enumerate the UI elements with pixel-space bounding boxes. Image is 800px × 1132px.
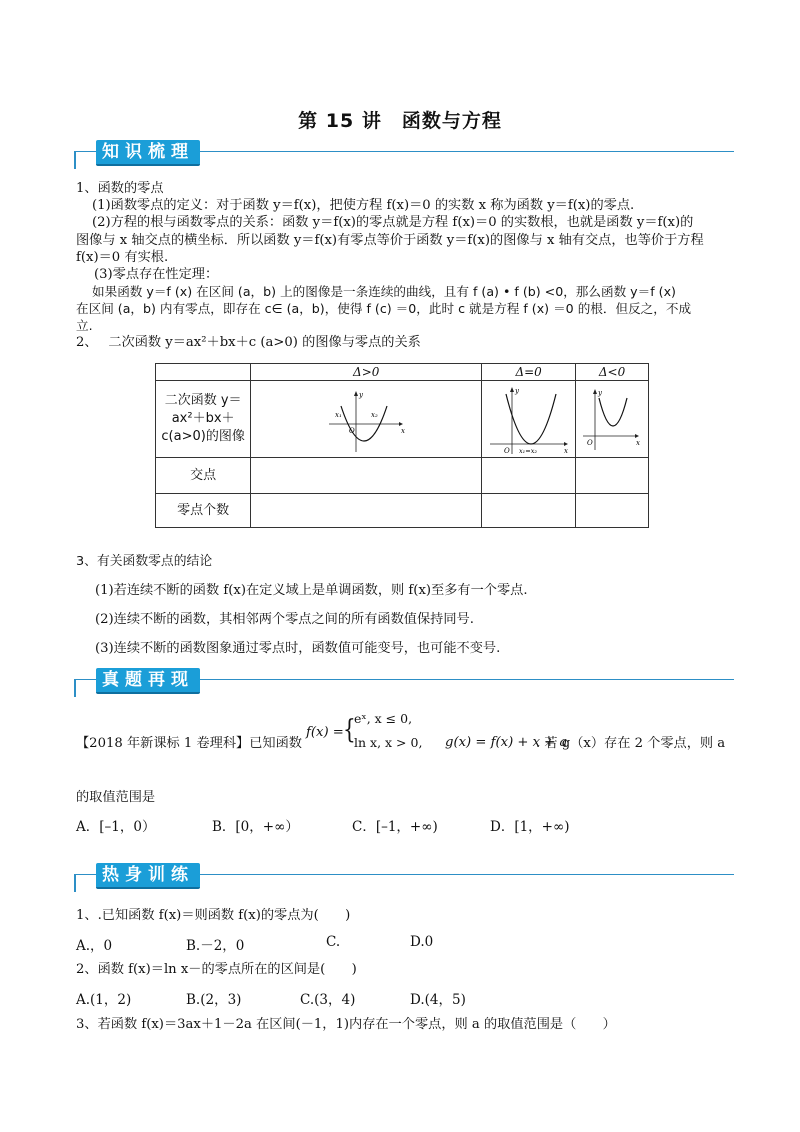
table-header-empty (156, 364, 251, 381)
section-title: 真题再现 (96, 668, 200, 694)
exam-option-b: B．[0，+∞） (212, 819, 299, 835)
conclusion-3: (3)连续不断的函数图象通过零点时，函数值可能变号，也可能不变号. (95, 641, 501, 656)
para-theorem-3: 立. (76, 318, 93, 333)
table-row-label-zero-count: 零点个数 (156, 494, 251, 528)
para-theorem-2: 在区间 (a，b) 内有零点，即存在 c∈ (a，b)，使得 f (c) ＝0，此时 c 就是方程 f (x) ＝0 的根．但反之，不成 (76, 301, 692, 316)
heading-quadratic: 2、 二次函数 y＝ax²＋bx＋c (a>0) 的图像与零点的关系 (76, 335, 421, 350)
graph-delta-zero-cell (482, 381, 576, 458)
warmup-q1-option-b: B.－2，0 (186, 938, 245, 954)
exam-case-2: ln x, x > 0, (354, 735, 423, 750)
section-banner-exam (74, 667, 734, 697)
svg-text:O: O (349, 427, 355, 435)
warmup-q1-option-c: C. (326, 934, 341, 950)
parabola-two-roots-graph (321, 384, 411, 454)
svg-text:y: y (359, 391, 364, 399)
exam-option-d: D．[1，+∞) (490, 819, 570, 835)
section-title: 热身训练 (96, 863, 200, 889)
warmup-q1: 1、.已知函数 f(x)＝则函数 f(x)的零点为( ) (76, 908, 351, 923)
para-theorem-title: (3)零点存在性定理： (94, 267, 219, 282)
heading-conclusions: 3、有关函数零点的结论 (76, 554, 213, 569)
svg-text:x: x (563, 447, 568, 455)
warmup-q2-option-b: B.(2，3) (186, 992, 242, 1008)
svg-text:O: O (587, 439, 593, 447)
table-header-delta-negative: Δ<0 (576, 364, 649, 381)
para-relation-1: (2)方程的根与函数零点的关系：函数 y＝f(x)的零点就是方程 f(x)＝0 的实数根，也就是函数 y＝f(x)的 (92, 215, 694, 230)
section-title: 知识梳理 (96, 140, 200, 166)
warmup-q2-option-c: C.(3，4) (300, 992, 356, 1008)
table-header-delta-positive: Δ>0 (251, 364, 482, 381)
graph-delta-positive-cell (251, 381, 482, 458)
warmup-q2-option-d: D.(4，5) (410, 992, 466, 1008)
exam-option-a: A．[–1，0） (76, 819, 156, 835)
svg-text:x: x (401, 427, 406, 435)
warmup-q2: 2、函数 f(x)＝ln x－的零点所在的区间是( ) (76, 962, 357, 977)
brace: { (343, 713, 356, 745)
exam-fx: f(x) = (306, 725, 344, 740)
heading-zero-point: 1、函数的零点 (76, 181, 164, 196)
warmup-q2-option-a: A.(1，2) (76, 992, 132, 1008)
exam-prefix: 【2018 年新课标 1 卷理科】已知函数 (76, 736, 302, 751)
exam-suffix: . 若 g（x）存在 2 个零点，则 a (536, 736, 726, 751)
para-relation-3: f(x)＝0 有实根. (76, 250, 169, 265)
table-row-label-intersection: 交点 (156, 458, 251, 494)
exam-case-1: eˣ, x ≤ 0, (354, 711, 413, 726)
svg-text:O: O (503, 447, 510, 455)
parabola-no-root-graph (579, 384, 645, 454)
table-header-delta-zero: Δ=0 (482, 364, 576, 381)
svg-text:x₁: x₁ (335, 411, 342, 419)
section-banner-warmup (74, 862, 734, 892)
conclusion-1: (1)若连续不断的函数 f(x)在定义域上是单调函数，则 f(x)至多有一个零点. (95, 583, 528, 598)
conclusion-2: (2)连续不断的函数，其相邻两个零点之间的所有函数值保持同号. (95, 612, 474, 627)
warmup-q1-option-d: D.0 (410, 934, 434, 950)
table-row-label-graph: 二次函数 y＝ ax²＋bx＋ c(a>0)的图像 (156, 381, 251, 458)
svg-text:x₂: x₂ (371, 411, 378, 419)
exam-option-c: C．[–1，+∞) (352, 819, 438, 835)
graph-delta-negative-cell (576, 381, 649, 458)
warmup-q3: 3、若函数 f(x)＝3ax＋1－2a 在区间(－1，1)内存在一个零点，则 a 的取值范围是（ ） (76, 1017, 616, 1032)
svg-text:x₁=x₂: x₁=x₂ (518, 447, 537, 455)
quadratic-table (155, 363, 649, 528)
para-relation-2: 图像与 x 轴交点的横坐标．所以函数 y＝f(x)有零点等价于函数 y＝f(x)的图像与 x 轴有交点，也等价于方程 (76, 233, 704, 248)
svg-text:y: y (598, 389, 602, 397)
svg-text:x: x (636, 439, 640, 447)
page-title: 第 15 讲 函数与方程 (298, 110, 502, 132)
para-definition: (1)函数零点的定义：对于函数 y＝f(x)，把使方程 f(x)＝0 的实数 x 称为函数 y＝f(x)的零点. (92, 198, 635, 213)
warmup-q1-option-a: A.，0 (76, 938, 113, 954)
section-banner-knowledge (74, 139, 734, 169)
exam-gx: g(x) = f(x) + x + a (445, 735, 568, 750)
parabola-one-root-graph (486, 382, 572, 456)
para-theorem-1: 如果函数 y＝f (x) 在区间 (a，b) 上的图像是一条连续的曲线，且有 f (a) • f (b) <0，那么函数 y＝f (x) (92, 284, 676, 299)
svg-text:y: y (514, 387, 519, 395)
exam-line2: 的取值范围是 (76, 790, 156, 805)
